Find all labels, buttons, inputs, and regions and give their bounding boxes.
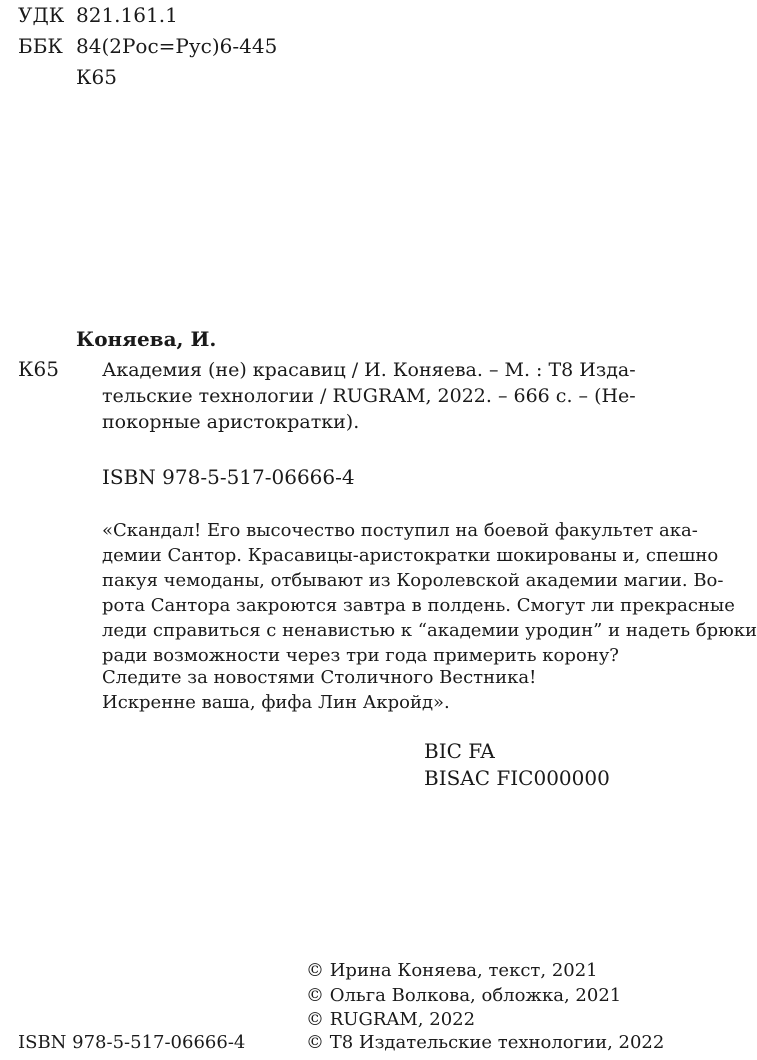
- author-heading: Коняева, И.: [76, 327, 217, 351]
- udk-value: 821.161.1: [76, 3, 178, 27]
- annotation-line: рота Сантора закроются завтра в полдень. Смогут ли прекрасные: [102, 595, 735, 616]
- annotation-signature-line: Искренне ваша, фифа Лин Акройд».: [102, 692, 450, 713]
- annotation-line: пакуя чемоданы, отбывают из Королевской академии магии. Во-: [102, 570, 724, 591]
- copyright-line: © Ирина Коняева, текст, 2021: [306, 960, 598, 981]
- annotation-follow-line: Следите за новостями Столичного Вестника!: [102, 667, 537, 688]
- annotation-line: «Скандал! Его высочество поступил на боевой факультет ака-: [102, 520, 698, 541]
- bbk-value: 84(2Рос=Рус)6-445: [76, 34, 278, 58]
- isbn-footer: ISBN 978-5-517-06666-4: [18, 1032, 246, 1053]
- bisac-code: BISAC FIC000000: [424, 766, 610, 790]
- copyright-line: © RUGRAM, 2022: [306, 1009, 476, 1030]
- bbk-label: ББК: [18, 34, 63, 58]
- description-line: тельские технологии / RUGRAM, 2022. – 666 с. – (Не-: [102, 385, 636, 407]
- bic-code: BIC FA: [424, 739, 495, 763]
- annotation-line: ради возможности через три года примерить корону?: [102, 645, 619, 666]
- copyright-line: © Ольга Волкова, обложка, 2021: [306, 985, 622, 1006]
- isbn-main: ISBN 978-5-517-06666-4: [102, 465, 355, 489]
- description-line: покорные аристократки).: [102, 411, 360, 433]
- annotation-line: демии Сантор. Красавицы-аристократки шокированы и, спешно: [102, 545, 719, 566]
- udk-label: УДК: [18, 3, 65, 27]
- author-mark-header: К65: [76, 65, 117, 89]
- author-mark: К65: [18, 357, 59, 381]
- description-line: Академия (не) красавиц / И. Коняева. – М. : Т8 Изда-: [102, 359, 636, 381]
- annotation-line: леди справиться с ненавистью к “академии уродин” и надеть брюки: [102, 620, 757, 641]
- copyright-line: © Т8 Издательские технологии, 2022: [306, 1032, 665, 1053]
